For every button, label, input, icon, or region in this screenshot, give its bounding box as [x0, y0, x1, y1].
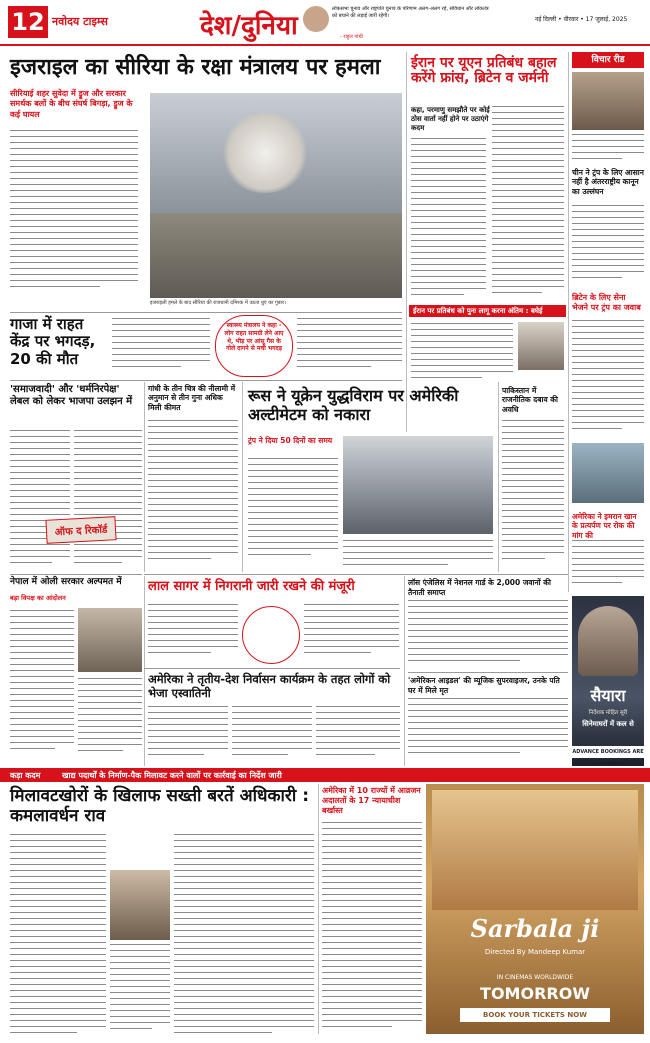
bottom-red-bar-left: कड़ा कदम — [10, 771, 41, 780]
quote-box-text: स्वास्थ्य मंत्रालय ने कहा - लोग राहत सामग्री लेने आए थे, भीड़ पर आंसू गैस के गोले दागने से मची भगदड़ — [224, 322, 284, 353]
sarbala-tomorrow: TOMORROW — [480, 984, 590, 1003]
deport-body — [148, 706, 228, 762]
section-title: देश/दुनिया — [200, 11, 298, 41]
saiyaara-title: सैयारा — [590, 686, 626, 705]
pak-body — [502, 420, 564, 570]
gandhi-body — [148, 420, 238, 570]
paper-name: नवोदय टाइम्स — [52, 15, 108, 28]
red-fort-body-2 — [304, 604, 399, 664]
bottom-body-2 — [110, 944, 170, 1034]
iran-strip: ईरान पर प्रतिबंध को पुनः लागू करना अंतिम : बघेई — [409, 305, 566, 317]
quote-author: - राहुल गांधी — [340, 34, 363, 40]
quote-text: लोकसभा चुनाव और राष्ट्रपति चुनाव के परिणाम अलग-अलग रहे, संविधान और लोकतंत्र को बचाने की लड़ाई जारी रहेगी। — [332, 6, 489, 19]
sarbala-cta: BOOK YOUR TICKETS NOW — [460, 1008, 610, 1022]
bottom-body-3 — [174, 834, 314, 1034]
nepal-body — [10, 610, 74, 760]
damascus-smoke-photo — [150, 93, 402, 298]
bihar-body — [572, 320, 644, 440]
view-label: विचार रीड — [572, 52, 644, 68]
gaza-body-2 — [297, 318, 402, 376]
russia-headline — [248, 386, 498, 424]
lead-photo-caption: इजराइली हमले के बाद सीरिया की राजधानी दमिश्क में उठता धुएं का गुबार। — [150, 300, 286, 306]
author-avatar — [303, 6, 329, 32]
saiyaara-director: निर्देशक मोहित सूरी — [588, 710, 628, 716]
bjp-headline: 'समाजवादी' और 'धर्मनिरपेक्ष' लेबल को लेकर भाजपा उलझन में — [10, 384, 133, 407]
bihar-headline: ब्रिटेन के लिए सेना भेजने पर ट्रंप का जवाब — [572, 293, 641, 312]
deport-headline: अमेरिका ने तृतीय-देश निर्वासन कार्यक्रम के तहत लोगों को भेजा एस्वातिनी — [148, 672, 391, 701]
sarbala-ad — [426, 784, 644, 1034]
sarbala-title: Sarbala ji — [470, 914, 600, 943]
red-fort-body — [148, 604, 238, 664]
iran-strip-body — [411, 323, 513, 383]
iran-body-2 — [492, 106, 564, 301]
russia-sub: ट्रंप ने दिया 50 दिनों का समय — [248, 436, 333, 445]
russia-body — [248, 458, 338, 568]
pak-headline: पाकिस्तान में राजनीतिक दबाव की अवधि — [502, 386, 558, 414]
view-headline: चीन ने ट्रंप के लिए आसान नहीं है अंतरराष्ट्रीय कानून का उल्लंघन — [572, 168, 644, 196]
ukraine-drone-photo — [343, 436, 493, 534]
iran-headline: ईरान पर यूएन प्रतिबंध बहाल करेंगे फ्रांस, ब्रिटेन व जर्मनी — [411, 55, 557, 86]
off-record-badge — [45, 516, 116, 544]
view-caption — [572, 134, 644, 164]
saiyaara-kicker: 'अमेरिकन आइडल' की म्यूजिक सुपरवाइजर, उनके पति घर में मिले मृत — [408, 676, 560, 695]
nepal-headline: नेपाल में ओली सरकार अल्पमत में — [10, 577, 122, 587]
sarbala-director: Directed By Mandeep Kumar — [484, 948, 586, 956]
bjp-body-2 — [74, 430, 142, 570]
la-fire-body — [408, 600, 568, 668]
view-photo — [572, 72, 644, 130]
gandhi-headline: गांधी के तीन चित्र की नीलामी में अनुमान से तीन गुना अधिक मिली कीमत — [148, 384, 236, 412]
bottom-headline: मिलावटखोरों के खिलाफ सख्ती बरतें अधिकारी : कमलावर्धन राव — [10, 786, 309, 827]
iran-official-photo — [518, 322, 564, 370]
view-body — [572, 205, 644, 285]
deport-body-2 — [232, 706, 312, 762]
us-headline: अमेरिका में 10 राज्यों में आव्रजन अदालतों के 17 न्यायाधीश बर्खास्त — [322, 786, 421, 815]
bihar-photo — [572, 443, 644, 503]
la-fire-headline: लॉस एंजेलिस में नेशनल गार्ड के 2,000 जवानों की तैनाती समाप्त — [408, 578, 551, 597]
kamala-photo — [110, 870, 170, 940]
saiyaara-banner: ADVANCE BOOKINGS ARE NOW OPEN — [572, 746, 644, 758]
nepal-body-2 — [78, 678, 142, 762]
lead-body — [10, 130, 138, 295]
saiyaara-ad — [572, 596, 644, 766]
bottom-red-bar — [0, 768, 650, 782]
red-fort-headline: लाल सागर में निगरानी जारी रखने की मंजूरी — [148, 579, 355, 594]
deport-body-3 — [316, 706, 400, 762]
date-line: नई दिल्ली • वीरवार • 17 जुलाई, 2025 — [535, 16, 628, 23]
red-fort-inset — [242, 606, 300, 664]
saiyaara-release: सिनेमाघरों में कल से — [582, 720, 634, 728]
lead-kicker: सीरियाई शहर सुवेदा में ड्रूज और सरकार समर्थक बलों के बीच संघर्ष बिगड़ा, ड्रूज के कई घायल — [10, 89, 133, 119]
nepal-sub: बड़ा विपक्ष का आंदोलन — [10, 594, 66, 602]
imran-body — [572, 540, 644, 590]
imran-headline: अमेरिका ने इमरान खान के प्रत्यर्पण पर रोक की मांग की — [572, 512, 637, 540]
gaza-body — [112, 318, 210, 376]
iran-sub: कहा, परमाणु समझौते पर कोई ठोस वार्ता नहीं होने पर उठाएंगे कदम — [411, 106, 490, 133]
off-record-text: ऑफ द रिकॉर्ड — [54, 524, 108, 539]
bjp-body — [10, 430, 70, 570]
masthead — [0, 0, 650, 44]
nepal-photo — [78, 608, 142, 672]
russia-headline-text: रूस ने यूक्रेन युद्धविराम पर अमेरिकी अल्टीमेटम को नकारा — [248, 386, 459, 425]
russia-body-2 — [343, 540, 493, 572]
lead-headline: इजराइल का सीरिया के रक्षा मंत्रालय पर हमला — [10, 55, 381, 80]
bottom-body — [10, 834, 106, 1034]
page-number: 12 — [8, 6, 48, 38]
saiyaara-body — [408, 698, 568, 762]
sarbala-release: IN CINEMAS WORLDWIDE — [496, 974, 574, 981]
us-body — [322, 822, 422, 1032]
gaza-headline: गाजा में राहत केंद्र पर भगदड़, 20 की मौत — [10, 315, 96, 368]
bottom-red-bar-text: खाद्य पदार्थों के निर्माण-पैक मिलावट करने वालों पर कार्रवाई का निर्देश जारी — [62, 771, 282, 780]
iran-body — [411, 138, 486, 303]
quote-box — [215, 315, 293, 377]
